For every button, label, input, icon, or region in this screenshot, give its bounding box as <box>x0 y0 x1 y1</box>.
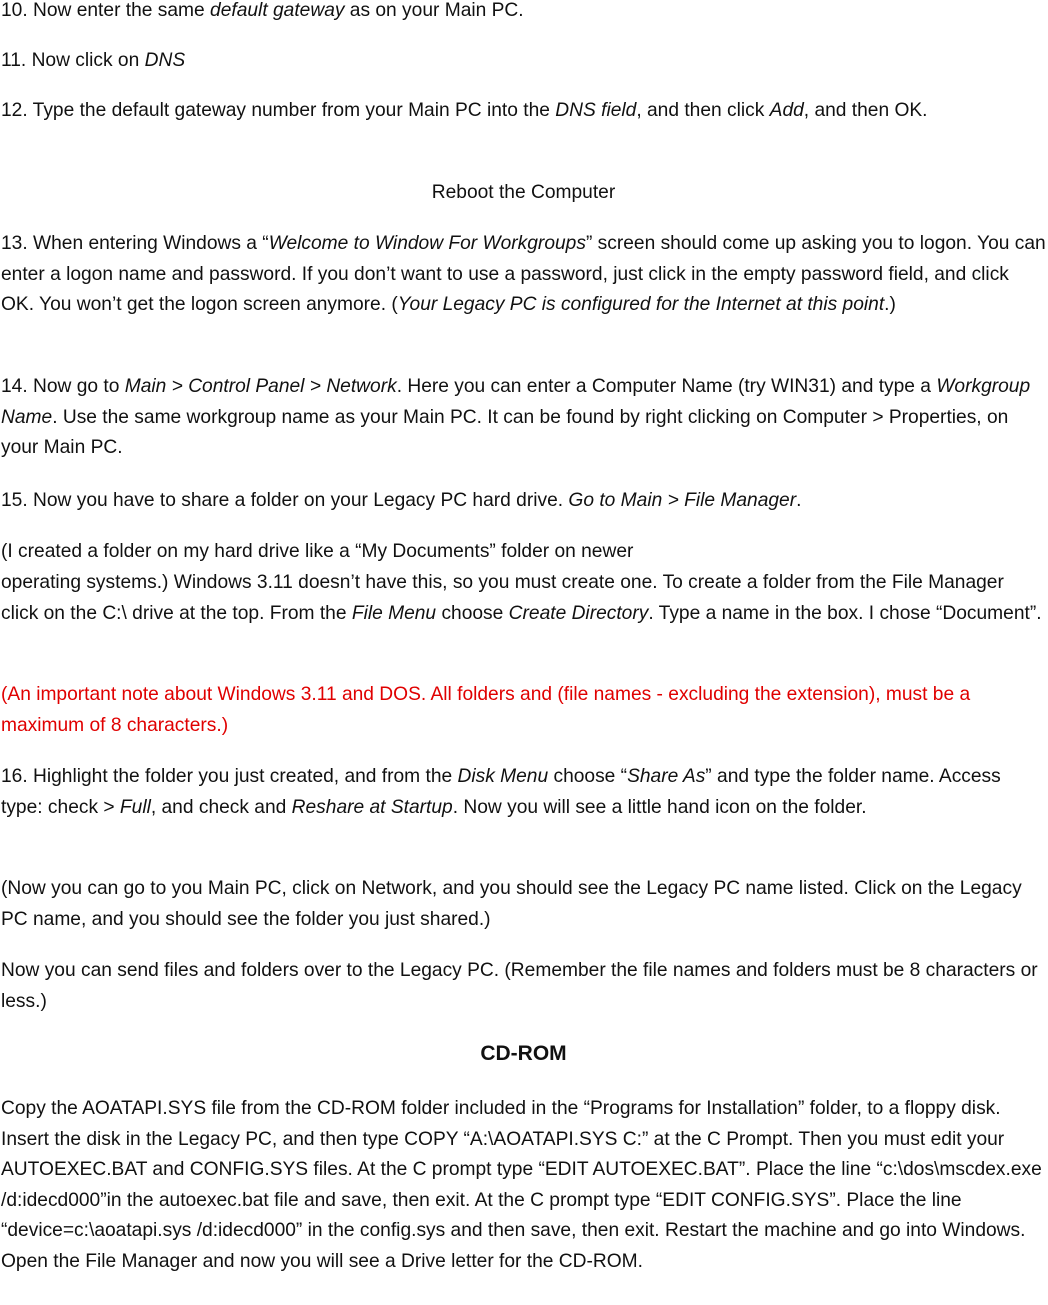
create-folder-text: operating systems.) Windows 3.11 doesn’t have this, so you must create one. To create a folder from the File Manager click on the C:\ drive at the top. From the <box>1 572 1004 624</box>
step-10-text: 10. Now enter the same <box>1 0 211 21</box>
step-10-paragraph <box>0 0 1048 27</box>
step-12-paragraph <box>0 96 1048 127</box>
step-14-text: 14. Now go to <box>1 376 125 397</box>
create-folder-file-menu: File Menu <box>351 602 437 624</box>
create-folder-text-end: . Type a name in the box. I chose “Document”. <box>648 602 1042 624</box>
step-12-text-mid: , and then click <box>636 100 770 121</box>
step-12-text-end: , and then OK. <box>803 100 928 121</box>
step-12-text: 12. Type the default gateway number from your Main PC into the <box>1 100 556 121</box>
step-16-text: 16. Highlight the folder you just created, and from the <box>1 766 458 787</box>
reboot-heading: Reboot the Computer <box>431 182 616 203</box>
create-folder-first-line: (I created a folder on my hard drive like a “My Documents” folder on newer <box>1 541 634 562</box>
step-11-text: 11. Now click on <box>1 50 145 71</box>
create-folder-create-directory: Create Directory <box>508 602 649 624</box>
step-13-configured-note: Your Legacy PC is configured for the Internet at this point <box>397 294 885 315</box>
step-15-text-end: . <box>796 490 802 511</box>
step-14-text-end: . Use the same workgroup name as your Main PC. It can be found by right clicking on Computer > Properties, on your Main PC. <box>1 406 1009 458</box>
step-16-share-as: Share As <box>627 766 706 787</box>
main-pc-paragraph: (Now you can go to you Main PC, click on Network, and you should see the Legacy PC name listed. Click on the Legacy PC name, and you should see the folder you just shared.) <box>1 878 1022 930</box>
important-note: (An important note about Windows 3.11 and DOS. All folders and (file names - excluding the extension), must be a maximum of 8 characters.) <box>1 684 971 736</box>
step-16-text-3: ” and type the folder name. Access type: check > <box>1 766 1001 818</box>
create-folder-text-mid: choose <box>436 602 509 624</box>
step-16-text-end: . Now you will see a little hand icon on the folder. <box>452 796 867 818</box>
step-16-text-4: , and check and <box>150 796 292 818</box>
step-15-text: 15. Now you have to share a folder on your Legacy PC hard drive. <box>1 490 569 511</box>
step-11-emphasis: DNS <box>144 50 186 71</box>
step-16-paragraph <box>0 762 1048 823</box>
step-14-text-mid: . Here you can enter a Computer Name (try WIN31) and type a <box>396 376 937 397</box>
step-16-text-2: choose “ <box>548 766 628 787</box>
step-12-add: Add <box>769 100 804 121</box>
step-16-disk-menu: Disk Menu <box>457 766 549 787</box>
step-12-dns-field: DNS field <box>555 100 637 121</box>
step-15-file-manager-path: Go to Main > File Manager <box>568 490 797 511</box>
step-10-emphasis: default gateway <box>210 0 345 21</box>
step-13-paragraph <box>0 229 1048 321</box>
step-14-network-path: Main > Control Panel > Network <box>124 376 397 397</box>
step-11-paragraph <box>0 46 1048 77</box>
cdrom-heading: CD-ROM <box>480 1042 567 1065</box>
step-16-reshare: Reshare at Startup <box>291 796 453 818</box>
step-13-welcome-screen: Welcome to Window For Workgroups <box>268 233 586 254</box>
step-14-workgroup-name: Workgroup Name <box>1 376 1031 428</box>
step-15-paragraph <box>0 486 1048 517</box>
step-16-full: Full <box>119 796 151 818</box>
step-13-text: 13. When entering Windows a “ <box>1 233 269 254</box>
step-14-paragraph <box>0 372 1048 464</box>
create-folder-paragraph <box>0 568 1048 629</box>
send-files-paragraph: Now you can send files and folders over to the Legacy PC. (Remember the file names and folders must be 8 characters or less.) <box>1 960 1038 1012</box>
step-13-text-end: .) <box>884 294 896 315</box>
cdrom-paragraph: Copy the AOATAPI.SYS file from the CD-ROM folder included in the “Programs for Installation” folder, to a floppy disk. Insert the disk in the Legacy PC, and then type COPY “A:\AOATAPI.SYS C:” at the C Prompt. Then you must edit your AUTOEXEC.BAT and CONFIG.SYS files. At the C prompt type “EDIT AUTOEXEC.BAT”. Place the line “c:\dos\mscdex.exe /d:idecd000”in the autoexec.bat file and save, then exit. At the C prompt type “EDIT CONFIG.SYS”. Place the line “device=c:\aoatapi.sys /d:idecd000” in the config.sys and then save, then exit. Restart the machine and go into Windows. Open the File Manager and now you will see a Drive letter for the CD-ROM. <box>1 1098 1042 1272</box>
step-13-text-mid: ” screen should come up asking you to logon. You can enter a logon name and password. If you don’t want to use a password, just click in the empty password field, and click OK. You won’t get the logon screen anymore. ( <box>1 233 1046 315</box>
step-10-text-end: as on your Main PC. <box>344 0 524 21</box>
